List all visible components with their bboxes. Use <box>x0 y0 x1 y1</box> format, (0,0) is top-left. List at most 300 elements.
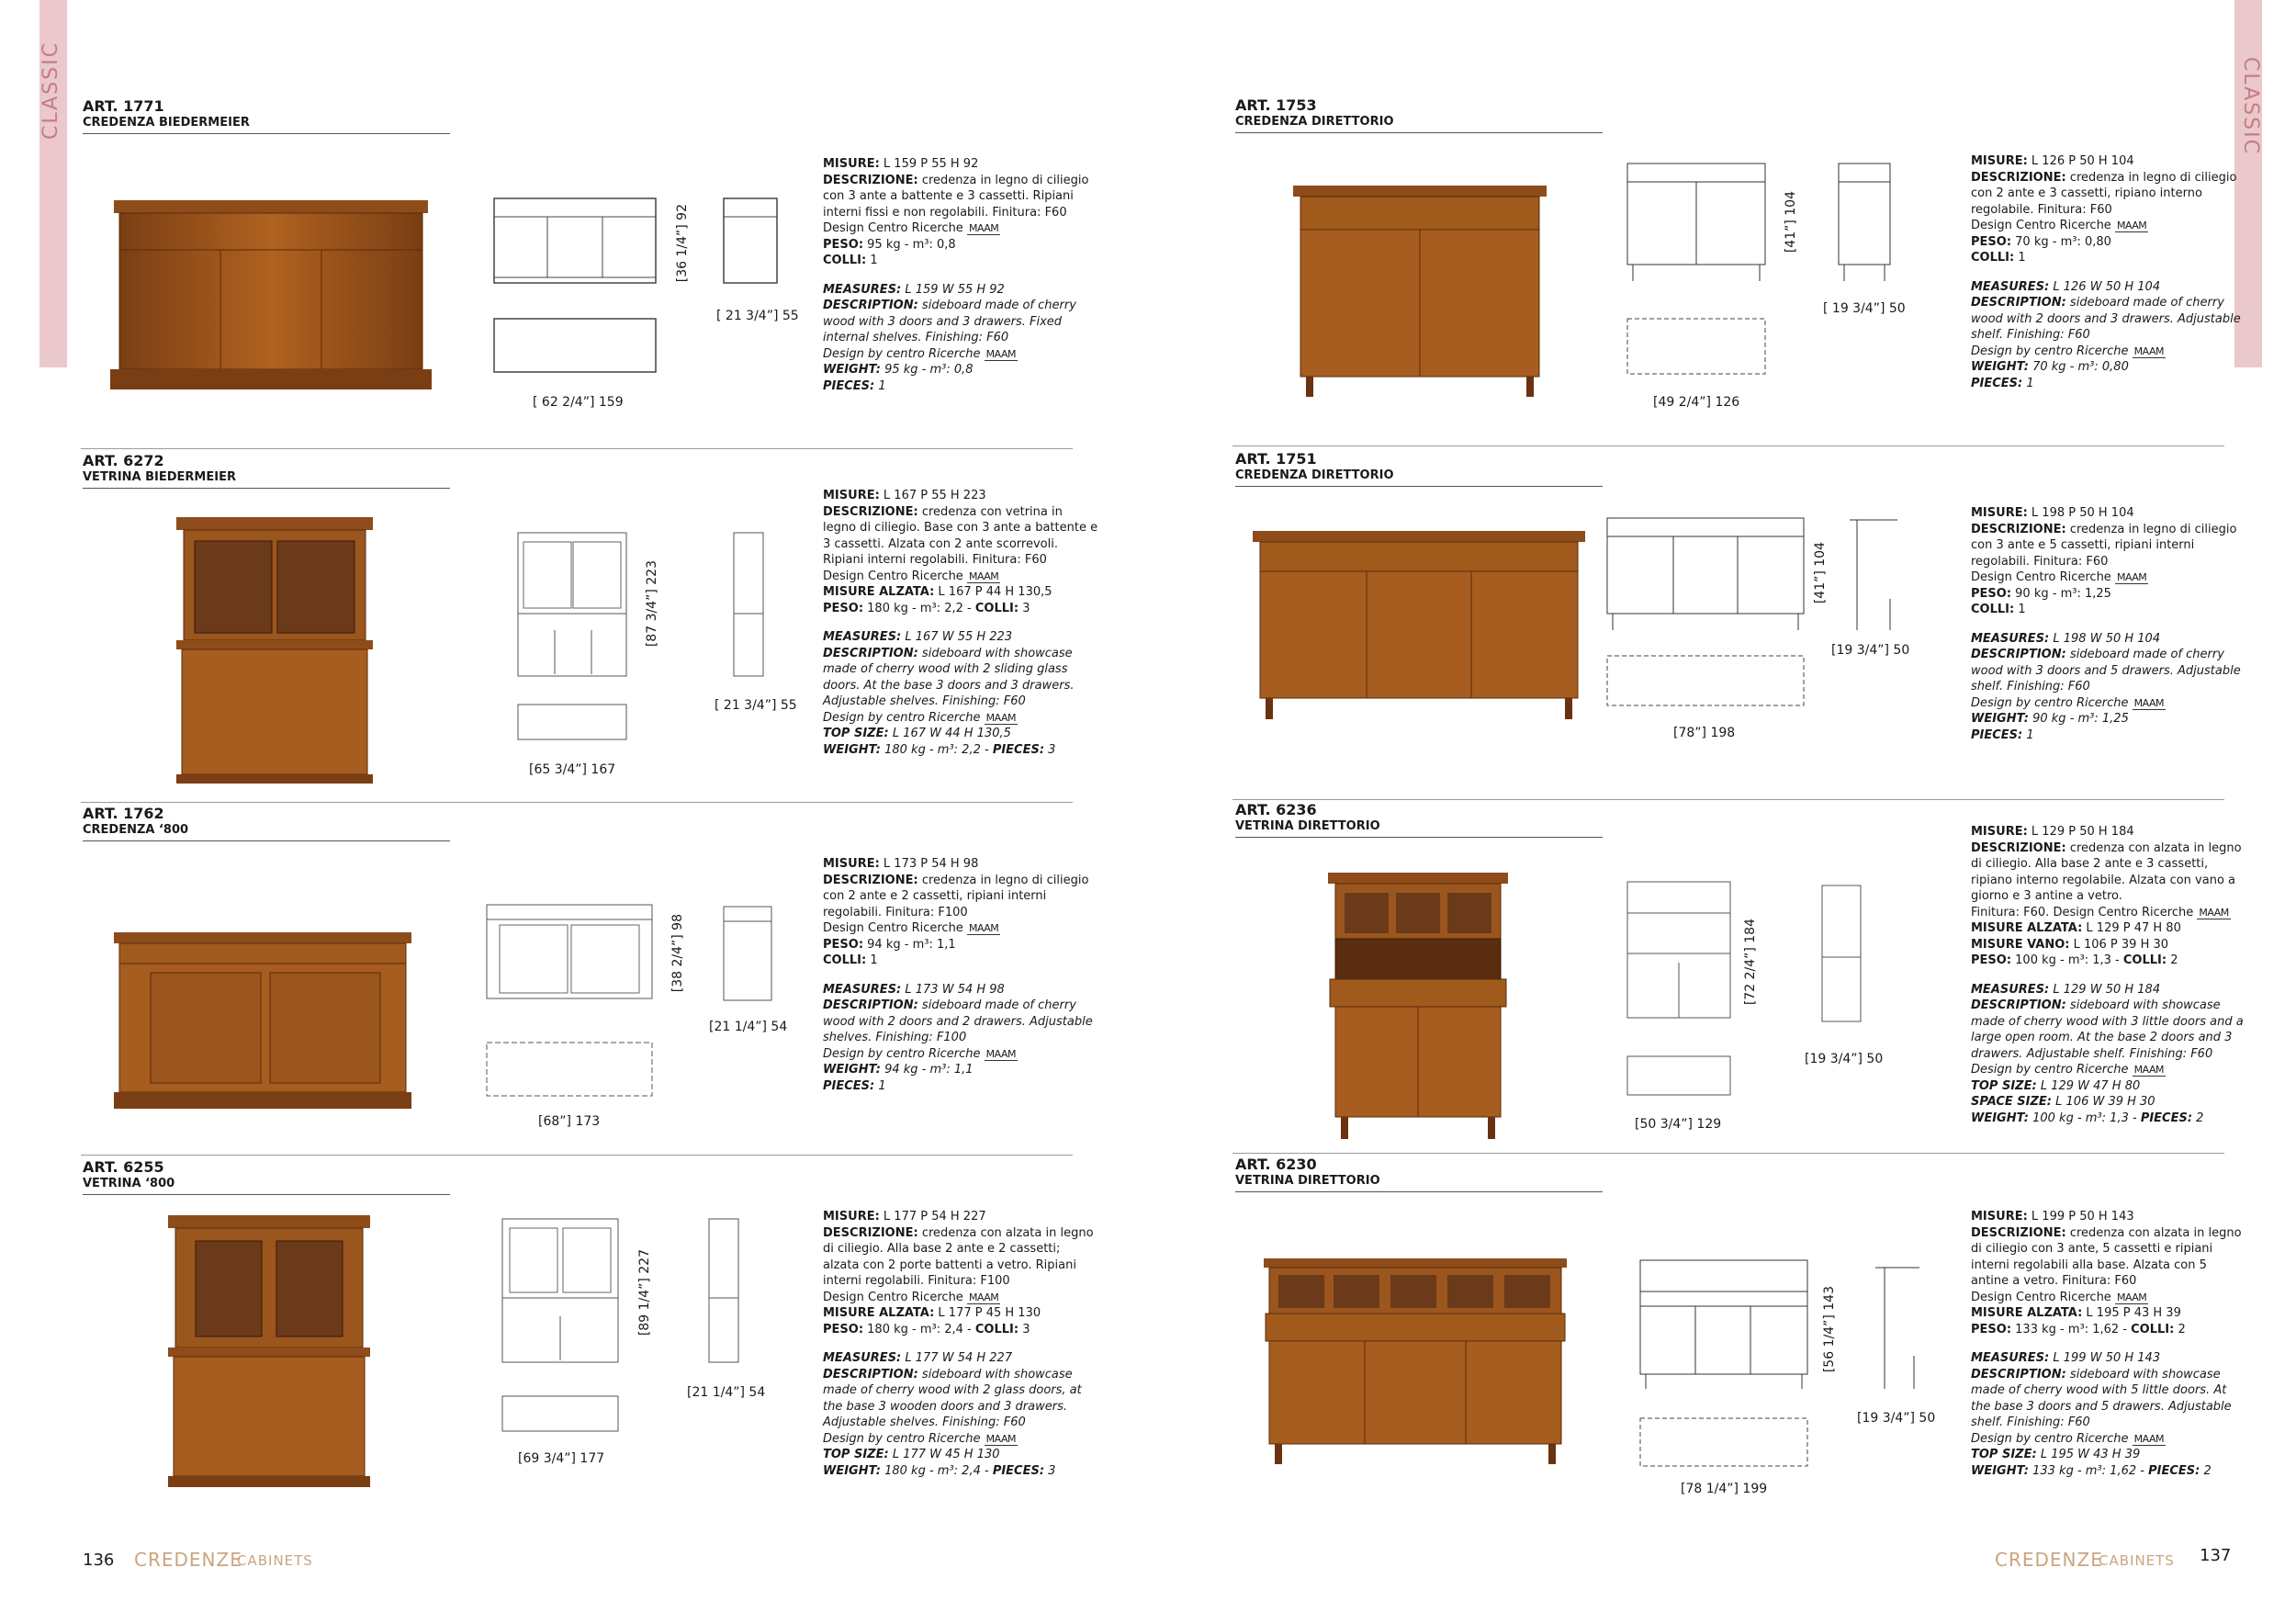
spec-value: L 129 P 47 H 80 <box>2082 921 2181 935</box>
spec-value: Design by centro Ricerche <box>823 1431 985 1446</box>
spec-line <box>1971 359 2246 376</box>
product-name: VETRINA ‘800 <box>83 1177 175 1190</box>
spec-line <box>823 220 1098 237</box>
front-drawing <box>492 197 658 285</box>
spec-key: DESCRIPTION: <box>823 998 918 1012</box>
spec-value: Design Centro Ricerche <box>1971 219 2115 232</box>
spec-line <box>823 1046 1098 1063</box>
product-description <box>823 488 1098 758</box>
spec-line <box>823 1225 1098 1290</box>
separator <box>1232 445 2224 446</box>
top-drawing <box>516 703 628 741</box>
spec-key: TOP SIZE: <box>823 1448 889 1461</box>
spec-key: WEIGHT: <box>1971 1463 2029 1478</box>
spec-value: 1 <box>2014 603 2026 616</box>
spec-key: WEIGHT: <box>823 742 881 757</box>
spacer <box>823 1337 1098 1350</box>
product-description <box>1971 153 2246 391</box>
spec-key: DESCRIZIONE: <box>1971 522 2066 536</box>
separator <box>1232 799 2224 800</box>
spec-line <box>1971 279 2246 296</box>
spec-value: 1 <box>866 953 878 967</box>
article-number: ART. 6272 <box>83 452 164 469</box>
dimension-height: [36 1/4”] 92 <box>675 204 690 283</box>
spacer <box>823 269 1098 282</box>
spec-key: MISURE ALZATA: <box>1971 921 2083 935</box>
spec-value: Design Centro Ricerche <box>1971 570 2115 584</box>
spec-key: DESCRIPTION: <box>1971 648 2066 661</box>
spec-key: MISURE ALZATA: <box>823 585 935 599</box>
dimension-depth: [ 21 3/4”] 55 <box>715 698 797 713</box>
side-drawing <box>707 1217 740 1364</box>
front-drawing <box>1626 880 1732 1025</box>
spec-key: PIECES: <box>992 1463 1045 1478</box>
spec-value: L 177 P 54 H 227 <box>879 1210 986 1224</box>
maam-logo: MAAM <box>2133 344 2165 357</box>
spacer <box>1971 1337 2246 1350</box>
spec-value: Design Centro Ricerche <box>823 921 967 935</box>
spec-line <box>823 1209 1098 1225</box>
spec-line <box>1971 1078 2246 1095</box>
spec-value: L 199 P 50 H 143 <box>2027 1210 2134 1224</box>
dimension-depth: [19 3/4”] 50 <box>1831 643 1910 658</box>
spec-line <box>823 173 1098 221</box>
spec-line <box>823 982 1098 998</box>
maam-logo: MAAM <box>985 711 1017 724</box>
spec-line <box>1971 1367 2246 1431</box>
spec-value: 70 kg - m³: 0,80 <box>2011 234 2111 249</box>
spec-value: sideboard with showcase made of cherry wood with 5 little doors. At the base 3 doors and 5 drawers. Adjustable shelf. Finishing: F60 <box>1971 1367 2232 1429</box>
spec-value: 3 <box>1019 601 1030 615</box>
spec-line <box>1971 586 2246 603</box>
product-photo <box>1264 1258 1567 1465</box>
spec-line <box>823 742 1098 759</box>
spec-key: TOP SIZE: <box>823 727 889 740</box>
spec-value: L 173 W 54 H 98 <box>901 982 1005 997</box>
spec-key: MISURE: <box>823 857 880 871</box>
spec-value: 95 kg - m³: 0,8 <box>863 237 956 252</box>
spec-line <box>823 937 1098 953</box>
spec-value: Design by centro Ricerche <box>1971 695 2133 710</box>
spec-line <box>823 953 1098 969</box>
side-tab-left <box>39 0 67 367</box>
product-name: CREDENZA BIEDERMEIER <box>83 116 250 130</box>
separator <box>81 1155 1073 1156</box>
spec-line <box>823 856 1098 873</box>
spec-key: MISURE VANO: <box>1971 937 2070 952</box>
spec-key: WEIGHT: <box>823 1463 881 1478</box>
spec-key: MISURE ALZATA: <box>823 1306 935 1320</box>
spec-line <box>1971 1350 2246 1367</box>
maam-logo: MAAM <box>968 222 999 234</box>
header-underline <box>1235 132 1603 133</box>
spec-key: MEASURES: <box>823 982 902 997</box>
product-name: CREDENZA ‘800 <box>83 823 189 837</box>
spec-value: L 126 W 50 H 104 <box>2049 279 2161 294</box>
maam-logo: MAAM <box>2116 220 2147 231</box>
spec-key: COLLI: <box>1971 603 2015 616</box>
spec-key: MISURE: <box>1971 825 2028 839</box>
dimension-height: [41”] 104 <box>1784 191 1798 254</box>
separator <box>81 802 1073 803</box>
spec-line <box>1971 1431 2246 1448</box>
spec-key: COLLI: <box>2131 1322 2175 1336</box>
side-tab-label: CLASSIC <box>39 41 62 140</box>
top-drawing <box>485 1041 654 1098</box>
spec-value: 180 kg - m³: 2,4 - <box>880 1463 993 1478</box>
spec-value: 2 <box>2200 1463 2212 1478</box>
spec-value: L 106 W 39 H 30 <box>2052 1095 2155 1109</box>
spec-value: L 195 W 43 H 39 <box>2036 1448 2141 1461</box>
dimension-width: [49 2/4”] 126 <box>1653 395 1740 410</box>
dimension-width: [78”] 198 <box>1673 726 1736 740</box>
product-photo <box>1328 873 1508 1139</box>
spec-line <box>1971 522 2246 570</box>
product-description <box>1971 505 2246 743</box>
top-drawing <box>501 1394 620 1433</box>
spec-line <box>1971 153 2246 170</box>
spec-value: 180 kg - m³: 2,4 - <box>863 1322 975 1336</box>
spec-line <box>1971 570 2246 586</box>
spec-key: DESCRIZIONE: <box>823 173 918 187</box>
spec-line <box>1971 376 2246 392</box>
spec-line <box>823 1431 1098 1448</box>
footer-subcategory: CABINETS <box>237 1552 313 1569</box>
spec-value: 90 kg - m³: 1,25 <box>2028 712 2129 726</box>
article-number: ART. 1753 <box>1235 96 1317 114</box>
spec-key: WEIGHT: <box>1971 1111 2029 1125</box>
spec-key: PIECES: <box>823 378 875 393</box>
spec-value: L 129 W 47 H 80 <box>2036 1078 2141 1093</box>
spec-value: credenza con alzata in legno di ciliegio. Alla base 2 ante e 3 cassetti, ripiano interno regolabile. Alzata con vano a giorno e 3 antine a vetro. <box>1971 840 2242 903</box>
spec-value: sideboard made of cherry wood with 3 doors and 3 drawers. Fixed internal shelves. Finishing: F60 <box>823 299 1076 344</box>
spec-value: sideboard made of cherry wood with 3 doors and 5 drawers. Adjustable shelf. Finishing: F60 <box>1971 648 2241 694</box>
product-description <box>823 856 1098 1094</box>
spec-key: PESO: <box>1971 586 2012 601</box>
spec-value: L 198 P 50 H 104 <box>2027 506 2134 520</box>
spec-key: PIECES: <box>2140 1111 2193 1125</box>
spec-key: MEASURES: <box>823 282 902 297</box>
dimension-depth: [19 3/4”] 50 <box>1857 1411 1936 1426</box>
header-underline <box>1235 486 1603 487</box>
article-number: ART. 1762 <box>83 805 164 822</box>
spec-value: L 159 P 55 H 92 <box>879 157 979 171</box>
dimension-height: [38 2/4”] 98 <box>670 914 685 993</box>
spec-value: sideboard made of cherry wood with 2 doors and 2 drawers. Adjustable shelves. Finishing: F100 <box>823 998 1093 1044</box>
spec-value: Design by centro Ricerche <box>1971 344 2133 358</box>
spec-value: 133 kg - m³: 1,62 - <box>2011 1322 2132 1336</box>
spec-line <box>823 873 1098 921</box>
spec-key: DESCRIZIONE: <box>1971 170 2066 185</box>
maam-logo: MAAM <box>2199 906 2229 919</box>
side-drawing <box>1874 1264 1921 1393</box>
spec-key: MEASURES: <box>1971 982 2050 997</box>
header-underline <box>83 840 450 841</box>
spec-key: COLLI: <box>974 601 1019 615</box>
maam-logo: MAAM <box>2116 1291 2147 1303</box>
spec-value: 94 kg - m³: 1,1 <box>863 937 956 952</box>
spec-key: WEIGHT: <box>1971 360 2029 374</box>
product-photo <box>1253 531 1585 719</box>
spec-key: SPACE SIZE: <box>1971 1095 2053 1109</box>
spec-line <box>1971 695 2246 712</box>
spec-value: L 199 W 50 H 143 <box>2049 1351 2161 1365</box>
product-photo <box>176 517 373 784</box>
spec-line <box>1971 647 2246 695</box>
article-number: ART. 6236 <box>1235 801 1317 818</box>
product-name: CREDENZA DIRETTORIO <box>1235 115 1394 129</box>
maam-logo: MAAM <box>2133 696 2165 709</box>
spec-key: COLLI: <box>2122 953 2167 967</box>
spec-value: Design Centro Ricerche <box>823 221 967 235</box>
spec-value: 95 kg - m³: 0,8 <box>880 363 974 377</box>
spec-value: 3 <box>1044 742 1056 757</box>
spec-key: PESO: <box>1971 953 2012 967</box>
maam-logo: MAAM <box>968 922 999 934</box>
spec-value: L 167 W 55 H 223 <box>901 630 1013 644</box>
spec-line <box>823 601 1098 617</box>
spec-value: 2 <box>2192 1111 2204 1125</box>
spec-value: 180 kg - m³: 2,2 - <box>863 601 975 615</box>
product-photo <box>114 932 411 1109</box>
product-photo <box>1293 186 1547 397</box>
footer-category: CREDENZE <box>134 1549 242 1571</box>
side-drawing <box>1820 884 1863 1029</box>
spec-key: MEASURES: <box>823 1351 902 1365</box>
maam-logo: MAAM <box>968 1291 999 1303</box>
spec-line <box>823 710 1098 727</box>
product-description <box>823 156 1098 394</box>
spec-line <box>1971 234 2246 251</box>
spec-value: L 129 W 50 H 184 <box>2049 982 2161 997</box>
dimension-width: [50 3/4”] 129 <box>1635 1117 1722 1132</box>
dimension-height: [87 3/4”] 223 <box>645 560 659 648</box>
spec-key: COLLI: <box>823 254 867 267</box>
spec-value: 1 <box>2022 376 2034 390</box>
spec-value: 3 <box>1019 1322 1030 1336</box>
spec-line <box>1971 505 2246 522</box>
front-drawing <box>1638 1258 1809 1391</box>
spec-line <box>1971 250 2246 266</box>
spec-key: PESO: <box>823 937 864 952</box>
spec-key: MEASURES: <box>1971 631 2050 646</box>
spec-line <box>823 504 1098 569</box>
dimension-depth: [ 19 3/4”] 50 <box>1823 301 1906 316</box>
spec-key: MISURE: <box>1971 154 2028 168</box>
maam-logo: MAAM <box>2116 571 2147 583</box>
dimension-height: [89 1/4”] 227 <box>637 1249 652 1336</box>
spec-value: 2 <box>2174 1322 2186 1336</box>
spec-line <box>823 584 1098 601</box>
front-drawing <box>1605 516 1806 632</box>
side-drawing <box>722 197 779 285</box>
spec-key: MISURE: <box>823 157 880 171</box>
header-underline <box>83 1194 450 1195</box>
spec-line <box>1971 711 2246 727</box>
dimension-depth: [ 21 3/4”] 55 <box>716 309 799 323</box>
article-number: ART. 6255 <box>83 1158 164 1176</box>
spec-line <box>1971 1463 2246 1480</box>
spec-line <box>823 1350 1098 1367</box>
spec-line <box>823 346 1098 363</box>
product-photo <box>110 193 432 400</box>
spec-key: DESCRIZIONE: <box>1971 1225 2066 1240</box>
spec-line <box>823 646 1098 710</box>
spec-value: 180 kg - m³: 2,2 - <box>880 742 993 757</box>
header-underline <box>1235 1191 1603 1192</box>
spec-value: sideboard made of cherry wood with 2 doors and 3 drawers. Adjustable shelf. Finishing: F60 <box>1971 296 2241 342</box>
spec-line <box>1971 1111 2246 1127</box>
spec-key: DESCRIPTION: <box>1971 1367 2066 1382</box>
spec-value: L 167 P 44 H 130,5 <box>934 585 1052 599</box>
dimension-height: [41”] 104 <box>1813 542 1828 604</box>
spec-value: L 167 W 44 H 130,5 <box>888 727 1011 740</box>
spec-key: PESO: <box>1971 1322 2012 1336</box>
spec-value: L 167 P 55 H 223 <box>879 489 986 502</box>
spec-line <box>1971 998 2246 1062</box>
article-number: ART. 1751 <box>1235 450 1317 468</box>
spec-value: 1 <box>2014 251 2026 265</box>
spec-value: L 198 W 50 H 104 <box>2049 631 2161 646</box>
side-drawing <box>722 905 773 1002</box>
spec-key: DESCRIZIONE: <box>1971 840 2066 855</box>
spec-key: DESCRIZIONE: <box>823 1225 918 1240</box>
spec-value: L 177 P 45 H 130 <box>934 1306 1041 1320</box>
spec-value: Design by centro Ricerche <box>1971 1431 2133 1446</box>
dimension-height: [72 2/4”] 184 <box>1743 919 1758 1006</box>
header-underline <box>83 133 450 134</box>
spec-line <box>1971 295 2246 344</box>
spec-value: 1 <box>874 378 886 393</box>
spec-line <box>1971 824 2246 840</box>
top-drawing <box>492 317 658 374</box>
spec-value: Design Centro Ricerche <box>823 1290 967 1304</box>
spec-value: L 195 P 43 H 39 <box>2082 1306 2181 1320</box>
spec-key: DESCRIPTION: <box>1971 296 2066 310</box>
spec-key: DESCRIPTION: <box>823 299 918 312</box>
spacer <box>1971 969 2246 982</box>
spec-value: 3 <box>1044 1463 1056 1478</box>
spec-line <box>823 1062 1098 1078</box>
spec-key: DESCRIPTION: <box>823 1367 918 1382</box>
dimension-width: [69 3/4”] 177 <box>518 1451 605 1466</box>
maam-logo: MAAM <box>2133 1432 2165 1445</box>
spec-key: DESCRIZIONE: <box>823 873 918 887</box>
spec-line <box>1971 1225 2246 1290</box>
page-number-left: 136 <box>83 1551 115 1570</box>
front-drawing <box>1626 162 1767 283</box>
spec-line <box>1971 937 2246 953</box>
front-drawing <box>516 531 628 678</box>
spec-value: L 159 W 55 H 92 <box>901 282 1005 297</box>
spec-value: credenza con alzata in legno di ciliegio con 3 ante, 5 cassetti e ripiani interni regolabili alla base. Alzata con 5 antine a vetro. Finitura: F60 <box>1971 1225 2242 1288</box>
spec-value: credenza in legno di ciliegio con 3 ante a battente e 3 cassetti. Ripiani interni fissi e non regolabili. Finitura: F60 <box>823 173 1089 220</box>
dimension-width: [68”] 173 <box>538 1114 601 1129</box>
maam-logo: MAAM <box>985 1047 1017 1060</box>
product-description <box>1971 824 2246 1126</box>
spec-value: Design by centro Ricerche <box>823 346 985 361</box>
article-number: ART. 1771 <box>83 97 164 115</box>
maam-logo: MAAM <box>968 570 999 582</box>
spec-line <box>1971 1290 2246 1306</box>
spec-line <box>823 569 1098 585</box>
spec-line <box>1971 953 2246 969</box>
spec-line <box>1971 631 2246 648</box>
spec-value: Design by centro Ricerche <box>823 1046 985 1061</box>
spec-line <box>1971 218 2246 234</box>
spacer <box>823 969 1098 982</box>
top-drawing <box>1638 1416 1809 1468</box>
maam-logo: MAAM <box>985 347 1017 360</box>
spec-line <box>823 1305 1098 1322</box>
spec-key: MEASURES: <box>823 630 902 644</box>
spec-line <box>1971 170 2246 219</box>
spec-line <box>1971 982 2246 998</box>
spec-value: 100 kg - m³: 1,3 - <box>2011 953 2123 967</box>
spec-line <box>1971 1062 2246 1078</box>
spec-key: MEASURES: <box>1971 1351 2050 1365</box>
spec-line <box>1971 602 2246 618</box>
front-drawing <box>485 903 654 1000</box>
spec-value: Design by centro Ricerche <box>823 710 985 725</box>
top-drawing <box>1605 654 1806 707</box>
product-name: VETRINA DIRETTORIO <box>1235 1174 1380 1188</box>
spec-line <box>823 1322 1098 1338</box>
spec-key: WEIGHT: <box>1971 712 2029 726</box>
dimension-depth: [21 1/4”] 54 <box>709 1020 788 1034</box>
spec-value: credenza in legno di ciliegio con 2 ante e 2 cassetti, ripiani interni regolabili. Finitura: F100 <box>823 873 1089 919</box>
spacer <box>823 616 1098 629</box>
spec-value: credenza in legno di ciliegio con 3 ante e 5 cassetti, ripiani interni regolabili. Finitura: F60 <box>1971 522 2237 569</box>
spec-value: 94 kg - m³: 1,1 <box>880 1063 974 1077</box>
spec-line <box>1971 727 2246 744</box>
spec-value: 1 <box>2022 727 2034 742</box>
spec-value: credenza con vetrina in legno di ciliegio. Base con 3 ante a battente e 3 cassetti. Alzata con 2 ante scorrevoli. Ripiani interni regolabili. Finitura: F60 <box>823 504 1098 567</box>
spec-value: Design Centro Ricerche <box>823 569 967 583</box>
spec-value: credenza in legno di ciliegio con 2 ante e 3 cassetti, ripiano interno regolabile. Finitura: F60 <box>1971 170 2237 217</box>
spec-value: 100 kg - m³: 1,3 - <box>2028 1111 2141 1125</box>
spec-line <box>823 282 1098 299</box>
spec-line <box>823 1463 1098 1480</box>
spec-line <box>823 629 1098 646</box>
spec-line <box>823 726 1098 742</box>
header-underline <box>1235 837 1603 838</box>
spec-key: PIECES: <box>1971 727 2023 742</box>
separator <box>1232 1153 2224 1154</box>
spec-value: Design Centro Ricerche <box>1971 1290 2115 1304</box>
footer-category: CREDENZE <box>1995 1549 2103 1571</box>
spec-line <box>1971 1447 2246 1463</box>
spec-value: 133 kg - m³: 1,62 - <box>2028 1463 2149 1478</box>
spec-key: COLLI: <box>1971 251 2015 265</box>
spacer <box>1971 266 2246 279</box>
spec-value: L 173 P 54 H 98 <box>879 857 979 871</box>
spec-value: 90 kg - m³: 1,25 <box>2011 586 2111 601</box>
spec-key: PIECES: <box>2148 1463 2200 1478</box>
spec-key: DESCRIZIONE: <box>823 504 918 519</box>
spec-key: PIECES: <box>1971 376 2023 390</box>
spec-key: MISURE: <box>1971 1210 2028 1224</box>
product-photo <box>168 1215 370 1487</box>
spec-value: L 129 P 50 H 184 <box>2027 825 2134 839</box>
dimension-height: [56 1/4”] 143 <box>1822 1286 1837 1373</box>
spec-key: MISURE: <box>1971 506 2028 520</box>
spec-line <box>823 998 1098 1046</box>
side-tab-label: CLASSIC <box>2239 57 2262 155</box>
spec-key: WEIGHT: <box>823 1063 881 1077</box>
spec-value: Design by centro Ricerche <box>1971 1063 2133 1077</box>
product-description <box>1971 1209 2246 1479</box>
